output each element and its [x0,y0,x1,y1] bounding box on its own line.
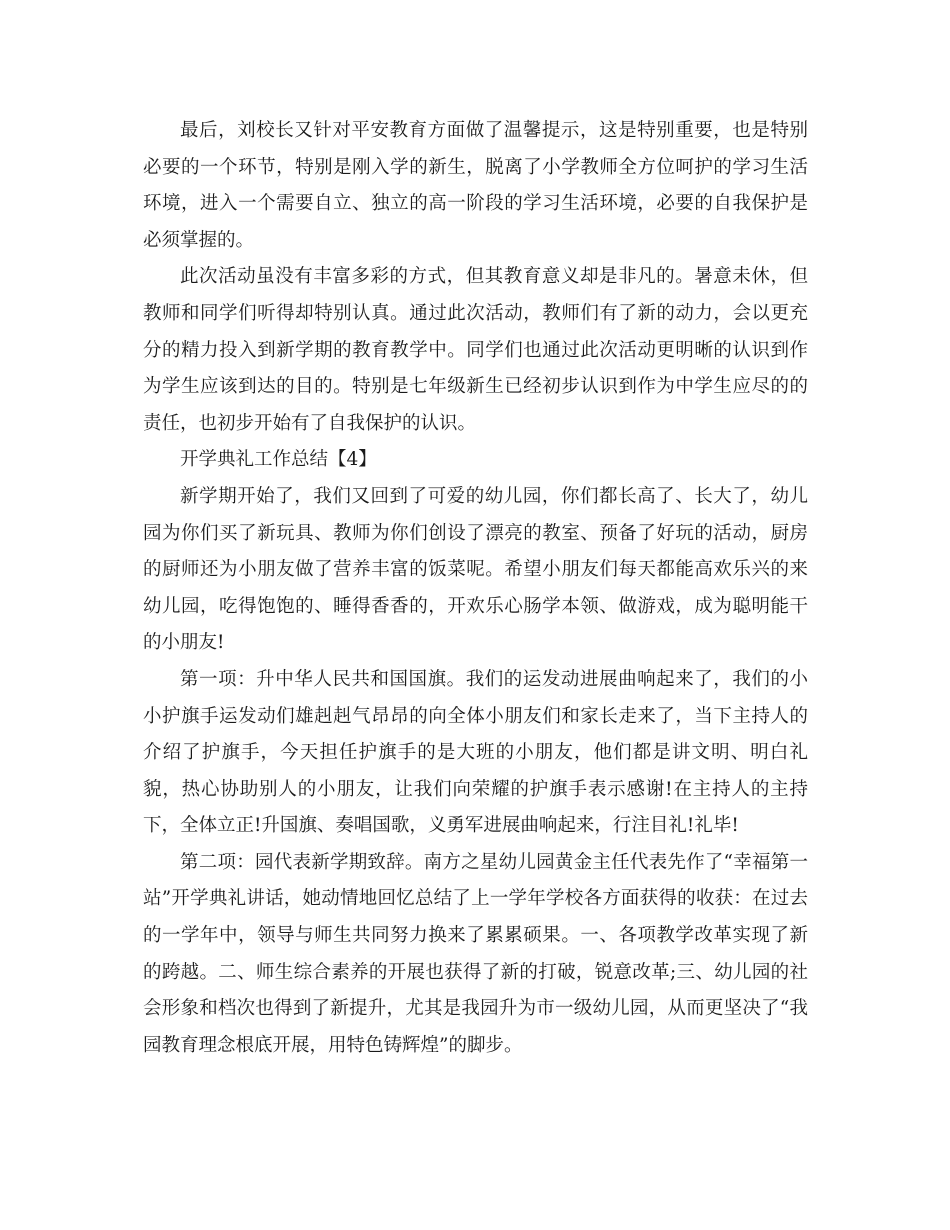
paragraph-safety-reminder: 最后，刘校长又针对平安教育方面做了温馨提示，这是特别重要，也是特别必要的一个环节，特别是刚入学的新生，脱离了小学教师全方位呵护的学习生活环境，进入一个需要自立、独立的高一阶段的学习生活环境，必要的自我保护是必须掌握的。 [143,120,808,251]
paragraph-new-semester: 新学期开始了，我们又回到了可爱的幼儿园，你们都长高了、长大了，幼儿园为你们买了新玩具、教师为你们创设了漂亮的教室、预备了好玩的活动，厨房的厨师还为小朋友做了营养丰富的饭菜呢。希望小朋友们每天都能高欢乐兴的来幼儿园，吃得饱饱的、睡得香香的，开欢乐心肠学本领、做游戏，成为聪明能干的小朋友! [143,485,808,654]
paragraph-activity-significance: 此次活动虽没有丰富多彩的方式，但其教育意义却是非凡的。暑意未休，但教师和同学们听得却特别认真。通过此次活动，教师们有了新的动力，会以更充分的精力投入到新学期的教育教学中。同学们也通过此次活动更明晰的认识到作为学生应该到达的目的。特别是七年级新生已经初步认识到作为中学生应尽的的责任，也初步开始有了自我保护的认识。 [143,266,808,434]
paragraph-flag-raising: 第一项：升中华人民共和国国旗。我们的运发动进展曲响起来了，我们的小小护旗手运发动们雄赳赳气昂昂的向全体小朋友们和家长走来了，当下主持人的介绍了护旗手，今天担任护旗手的是大班的小朋友，他们都是讲文明、明白礼貌，热心协助别人的小朋友，让我们向荣耀的护旗手表示感谢!在主持人的主持下，全体立正!升国旗、奏唱国歌，义勇军进展曲响起来，行注目礼!礼毕! [143,668,808,837]
document-page [143,113,808,1064]
section-heading: 开学典礼工作总结【4】 [180,449,377,471]
paragraph-representative-speech: 第二项：园代表新学期致辞。南方之星幼儿园黄金主任代表先作了“幸福第一站”开学典礼讲话，她动情地回忆总结了上一学年学校各方面获得的收获：在过去的一学年中，领导与师生共同努力换来了累累硕果。一、各项教学改革实现了新的跨越。二、师生综合素养的开展也获得了新的打破，锐意改革;三、幼儿园的社会形象和档次也得到了新提升，尤其是我园升为市一级幼儿园，从而更坚决了“我园教育理念根底开展，用特色铸辉煌”的脚步。 [143,851,808,1056]
